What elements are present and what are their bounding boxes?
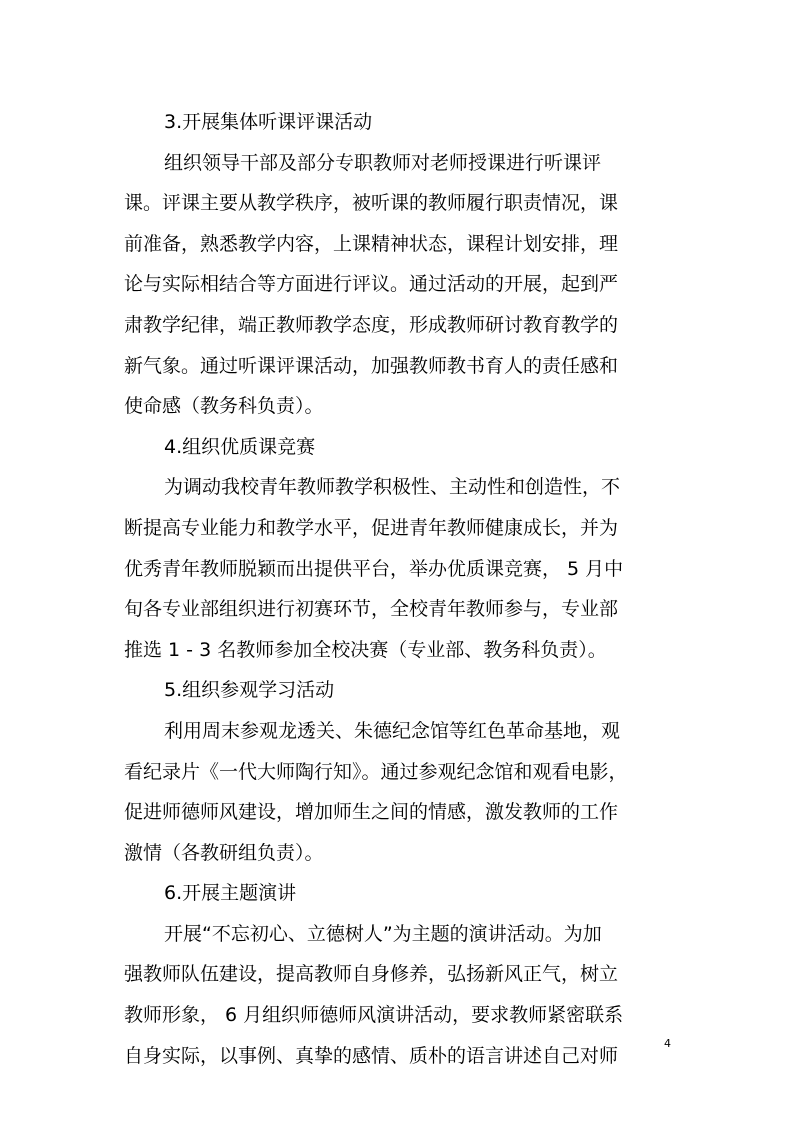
text-line: 教师形象， 6 月组织师德师风演讲活动，要求教师紧密联系 bbox=[124, 1004, 624, 1027]
text-line: 看纪录片《一代大师陶行知》。通过参观纪念馆和观看电影， bbox=[124, 760, 628, 783]
text-line: 自身实际，以事例、真挚的感情、质朴的语言讲述自己对师 bbox=[124, 1044, 619, 1067]
text-line: 优秀青年教师脱颖而出提供平台，举办优质课竞赛， 5 月中 bbox=[124, 557, 624, 580]
text-line: 论与实际相结合等方面进行评议。通过活动的开展，起到严 bbox=[124, 273, 619, 296]
text-line: 使命感（教务科负责）。 bbox=[124, 395, 324, 418]
text-line: 前准备，熟悉教学内容，上课精神状态，课程计划安排，理 bbox=[124, 232, 619, 255]
text-line: 促进师德师风建设，增加师生之间的情感，激发教师的工作 bbox=[124, 801, 619, 824]
text-line: 课。评课主要从教学秩序，被听课的教师履行职责情况，课 bbox=[124, 192, 619, 215]
text-line: 利用周末参观龙透关、朱德纪念馆等红色革命基地，观 bbox=[164, 719, 621, 742]
text-line: 推选 1 - 3 名教师参加全校决赛（专业部、教务科负责）。 bbox=[124, 638, 607, 661]
text-line: 为调动我校青年教师教学积极性、主动性和创造性，不 bbox=[164, 476, 621, 499]
text-line: 开展“不忘初心、立德树人”为主题的演讲活动。为加 bbox=[164, 922, 602, 945]
text-line: 6.开展主题演讲 bbox=[164, 882, 297, 905]
text-line: 5.组织参观学习活动 bbox=[164, 679, 335, 702]
text-line: 3.开展集体听课评课活动 bbox=[164, 111, 373, 133]
page-number: 4 bbox=[664, 1037, 671, 1050]
text-line: 肃教学纪律，端正教师教学态度，形成教师研讨教育教学的 bbox=[124, 313, 619, 336]
text-line: 4.组织优质课竞赛 bbox=[164, 435, 316, 458]
text-line: 激情（各教研组负责）。 bbox=[124, 841, 324, 864]
text-line: 强教师队伍建设，提高教师自身修养，弘扬新风正气，树立 bbox=[124, 963, 619, 986]
text-line: 断提高专业能力和教学水平，促进青年教师健康成长，并为 bbox=[124, 516, 619, 539]
text-line: 旬各专业部组织进行初赛环节，全校青年教师参与，专业部 bbox=[124, 598, 619, 621]
text-line: 组织领导干部及部分专职教师对老师授课进行听课评 bbox=[164, 151, 602, 174]
document-body bbox=[124, 102, 684, 1076]
text-line: 新气象。通过听课评课活动，加强教师教书育人的责任感和 bbox=[124, 354, 619, 377]
